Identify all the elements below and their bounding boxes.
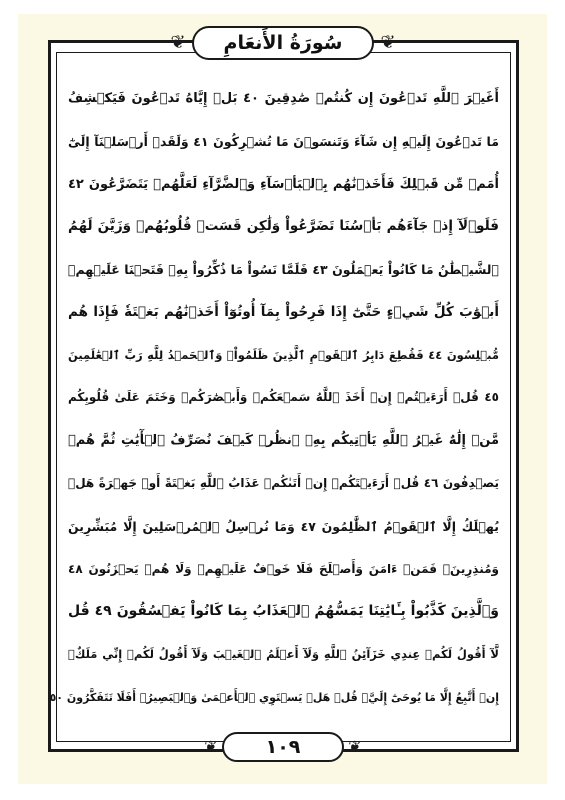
text-line: مَّنۡ إِلَٰهٌ غَيۡرُ ٱللَّهِ يَأۡتِيكُم بِهِۗ ٱنظُرۡ كَيۡفَ نُصَرِّفُ ٱلۡأٓيَٰتِ ثُمَّ هُمۡ: [68, 433, 499, 449]
header-ornament-right-icon: ❦: [380, 32, 396, 53]
text-line: يُهۡلَكُ إِلَّا ٱلۡقَوۡمُ ٱلظَّٰلِمُونَ ٤٧ وَمَا نُرۡسِلُ ٱلۡمُرۡسَلِينَ إِلَّا مُبَشِّرِينَ: [68, 518, 500, 534]
text-line: وَٱلَّذِينَ كَذَّبُواْ بِـَٔايَٰتِنَا يَمَسُّهُمُ ٱلۡعَذَابُ بِمَا كَانُواْ يَفۡسُقُونَ ٤٩ قُل: [68, 603, 499, 620]
text-line: مَا تَدۡعُونَ إِلَيۡهِ إِن شَآءَ وَتَنسَوۡنَ مَا تُشۡرِكُونَ ٤١ وَلَقَدۡ أَرۡسَلۡنَآ إِلَىٰٓ: [68, 133, 499, 149]
text-line: إِنۡ أَتَّبِعُ إِلَّا مَا يُوحَىٰٓ إِلَيَّۚ قُلۡ هَلۡ يَسۡتَوِي ٱلۡأَعۡمَىٰ وَٱلۡبَصِيرُۚ أَفَلَا تَتَفَكَّرُونَ ٥٠: [49, 690, 499, 704]
text-line: يَصۡدِفُونَ ٤٦ قُلۡ أَرَءَيۡتَكُمۡ إِنۡ أَتَىٰكُمۡ عَذَابُ ٱللَّهِ بَغۡتَةً أَوۡ جَهۡرَةً هَلۡ: [68, 476, 500, 491]
text-line: ٤٥ قُلۡ أَرَءَيۡتُمۡ إِنۡ أَخَذَ ٱللَّهُ سَمۡعَكُمۡ وَأَبۡصَٰرَكُمۡ وَخَتَمَ عَلَىٰ قُلُوبِكُم: [68, 390, 499, 405]
text-line: أُمَمٖ مِّن قَبۡلِكَ فَأَخَذۡنَٰهُم بِٱلۡبَأۡسَآءِ وَٱلضَّرَّآءِ لَعَلَّهُمۡ يَتَضَرَّعُونَ ٤٢: [68, 176, 499, 192]
header-ornament-left-icon: ❦: [170, 32, 186, 53]
text-line: أَغَيۡرَ ٱللَّهِ تَدۡعُونَ إِن كُنتُمۡ صَٰدِقِينَ ٤٠ بَلۡ إِيَّاهُ تَدۡعُونَ فَيَكۡشِفُ: [68, 91, 500, 106]
text-line: أَبۡوَٰبَ كُلِّ شَيۡءٍ حَتَّىٰٓ إِذَا فَرِحُواْ بِمَآ أُوتُوٓاْ أَخَذۡنَٰهُم بَغۡتَةٗ فَإِذَا هُم: [68, 303, 499, 320]
footer-ornament-left-icon: ❦: [204, 737, 218, 756]
page-number-plaque: [222, 732, 344, 762]
footer-ornament-right-icon: ❦: [348, 737, 362, 756]
text-line: لَّآ أَقُولُ لَكُمۡ عِندِي خَزَآئِنُ ٱللَّهِ وَلَآ أَعۡلَمُ ٱلۡغَيۡبَ وَلَآ أَقُولُ لَكُمۡ إِنِّي مَلَكٌۖ: [68, 647, 499, 662]
text-line: فَلَوۡلَآ إِذۡ جَآءَهُم بَأۡسُنَا تَضَرَّعُواْ وَلَٰكِن قَسَتۡ قُلُوبُهُمۡ وَزَيَّنَ لَهُمُ: [68, 218, 499, 235]
surah-title-plaque: [192, 26, 374, 60]
quran-text-block: [49, 78, 500, 718]
surah-title: سُورَةُ الأَنعَامِ: [223, 32, 343, 54]
page-number: ١٠٩: [265, 736, 301, 758]
text-line: مُّبۡلِسُونَ ٤٤ فَقُطِعَ دَابِرُ ٱلۡقَوۡمِ ٱلَّذِينَ ظَلَمُواْۚ وَٱلۡحَمۡدُ لِلَّهِ رَبِّ ٱلۡعَٰلَمِينَ: [68, 347, 499, 362]
text-line: وَمُنذِرِينَۖ فَمَنۡ ءَامَنَ وَأَصۡلَحَ فَلَا خَوۡفٌ عَلَيۡهِمۡ وَلَا هُمۡ يَحۡزَنُونَ ٤٨: [68, 561, 499, 576]
text-line: ٱلشَّيۡطَٰنُ مَا كَانُواْ يَعۡمَلُونَ ٤٣ فَلَمَّا نَسُواْ مَا ذُكِّرُواْ بِهِۦ فَتَحۡنَا عَلَيۡهِمۡ: [68, 262, 499, 278]
